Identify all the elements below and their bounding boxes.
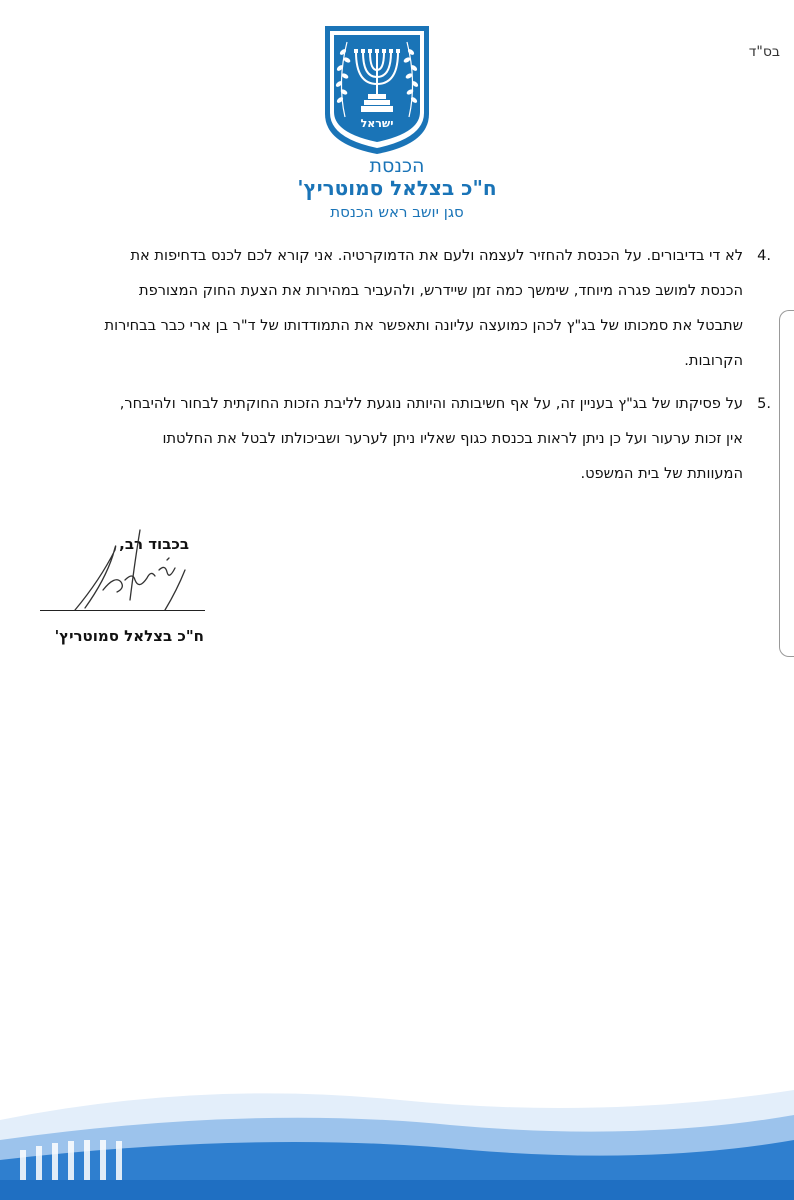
paragraph-number: .4 — [757, 247, 771, 264]
bsd-mark: בס"ד — [748, 44, 780, 60]
paragraph-line: הכנסת למושב פגרה מיוחד, שימשך כמה זמן שיידרש, ולהעביר במהירות את הצעת החוק המצורפת — [139, 282, 743, 299]
handwritten-signature — [55, 520, 205, 620]
member-position: סגן יושב ראש הכנסת — [330, 203, 464, 221]
paragraph-line: המעוותת של בית המשפט. — [580, 465, 743, 482]
footer-knesset-graphic — [0, 1080, 794, 1200]
emblem-text: ישראל — [360, 117, 394, 130]
paragraph-line: הקרובות. — [684, 352, 743, 369]
page-edge-tab — [779, 310, 794, 657]
paragraph-line: על פסיקתו של בג"ץ בעניין זה, על אף חשיבותה והיותה נוגעת לליבת הזכות החוקתית לבחור ולהיבחר, — [119, 395, 743, 412]
signature-line — [40, 610, 205, 611]
member-name: ח"כ בצלאל סמוטריץ' — [297, 176, 497, 200]
paragraph-number: .5 — [757, 395, 771, 412]
paragraph-5 — [20, 386, 771, 491]
paragraph-line: אין זכות ערעור ועל כן ניתן לראות בכנסת כגוף שאליו ניתן לערער ושביכולתו לבטל את החלטתו — [162, 430, 743, 447]
closing-greeting: בכבוד רב, — [119, 535, 189, 553]
paragraph-line: לא די בדיבורים. על הכנסת להחזיר לעצמה ולעם את הדמוקרטיה. אני קורא לכם לכנס בדחיפות את — [130, 247, 743, 264]
institution-name: הכנסת — [369, 155, 425, 177]
paragraph-4 — [20, 238, 771, 378]
signer-name: ח"כ בצלאל סמוטריץ' — [54, 627, 204, 645]
knesset-emblem — [321, 22, 433, 156]
paragraph-line: שתבטל את סמכותו של בג"ץ לכהן כמועצה עליונה ותאפשר את התמודדותו של ד"ר בן ארי כבר בבחירות — [104, 317, 743, 334]
